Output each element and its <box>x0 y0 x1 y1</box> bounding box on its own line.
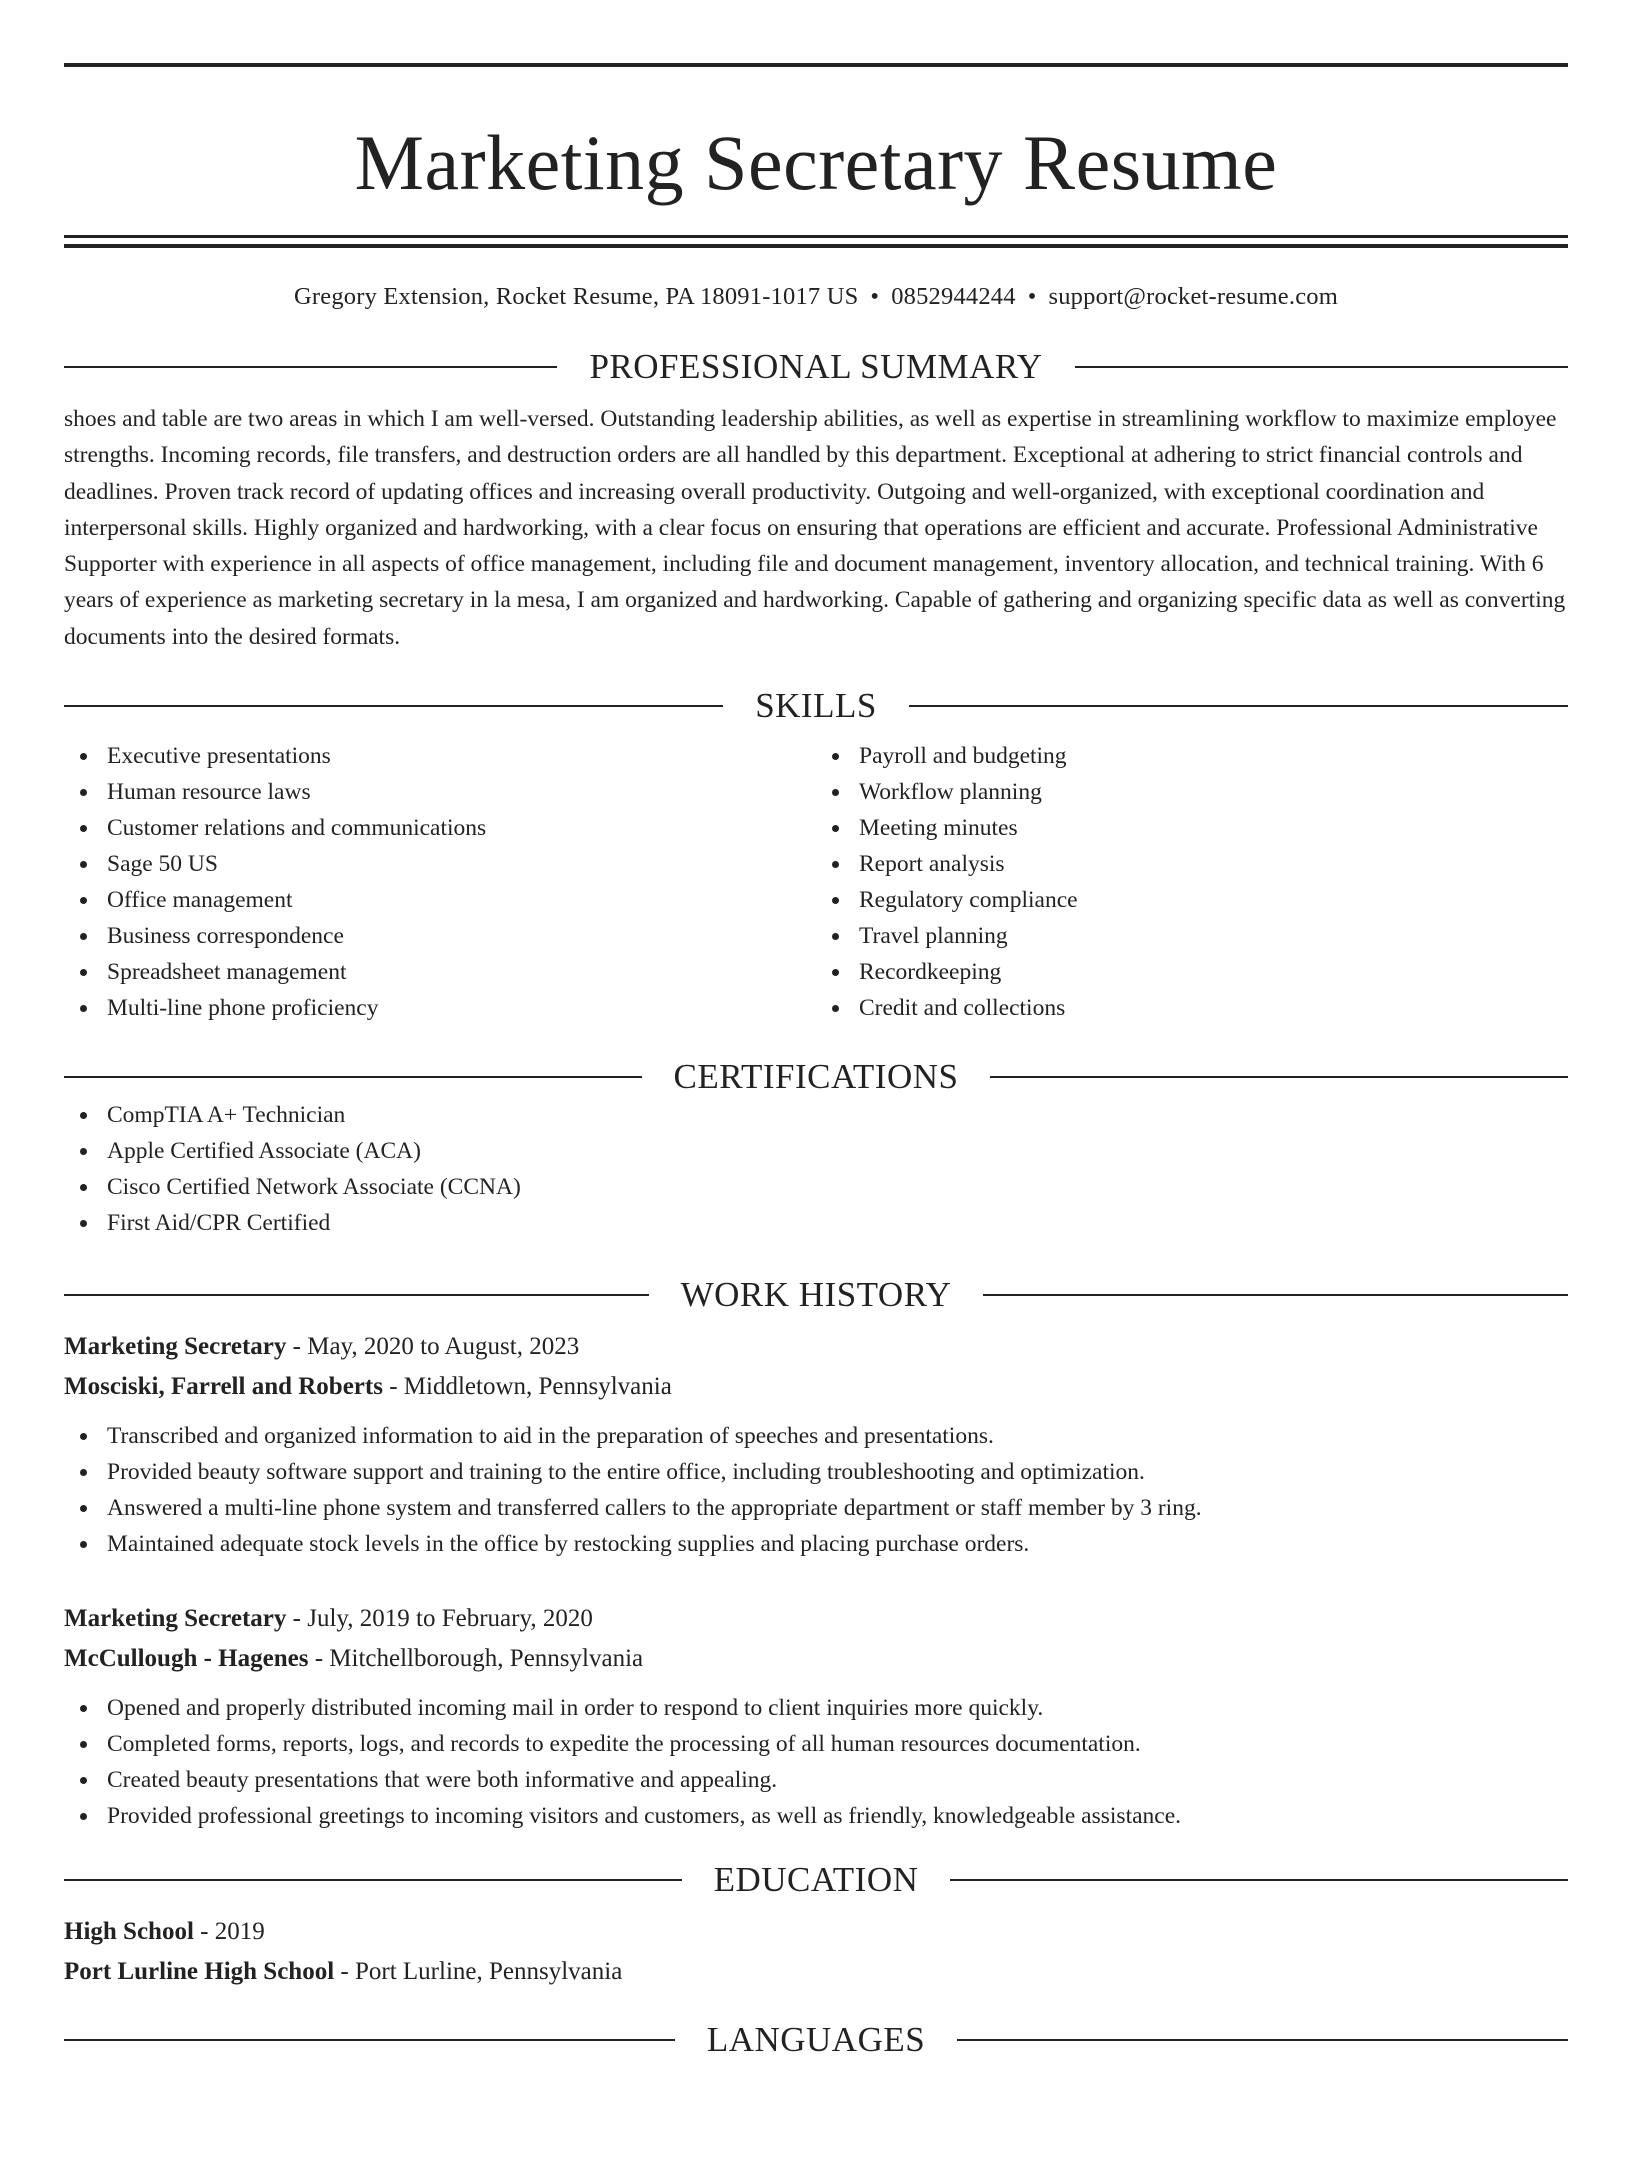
work-title: WORK HISTORY <box>680 1275 952 1315</box>
contact-separator: • <box>870 283 880 310</box>
job-company-line <box>64 1639 1568 1679</box>
certification-item: Apple Certified Associate (ACA) <box>107 1133 1568 1169</box>
skill-item: Office management <box>107 882 816 918</box>
job-duty: Provided beauty software support and training to the entire office, including troubleshooting and optimization. <box>107 1454 1568 1490</box>
contact-separator: • <box>1027 283 1037 310</box>
skills-heading <box>64 686 1568 726</box>
skill-item: Sage 50 US <box>107 846 816 882</box>
education-degree-line <box>64 1912 1568 1952</box>
languages-heading <box>64 2020 1568 2060</box>
skill-item: Human resource laws <box>107 774 816 810</box>
title-double-rule <box>64 235 1568 248</box>
skill-item: Workflow planning <box>859 774 1568 810</box>
skill-item: Regulatory compliance <box>859 882 1568 918</box>
certifications-list <box>64 1097 1568 1241</box>
contact-phone: 0852944244 <box>891 283 1016 310</box>
education-heading <box>64 1860 1568 1900</box>
skill-item: Travel planning <box>859 918 1568 954</box>
skills-list-right <box>816 738 1568 1026</box>
contact-email: support@rocket-resume.com <box>1048 283 1338 310</box>
skill-item: Executive presentations <box>107 738 816 774</box>
summary-title: PROFESSIONAL SUMMARY <box>589 347 1043 386</box>
contact-address: Gregory Extension, Rocket Resume, PA 18091-1017 US <box>294 283 859 310</box>
job-role: Marketing Secretary <box>64 1333 287 1361</box>
resume-page <box>64 63 1568 2060</box>
education-title: EDUCATION <box>713 1860 919 1900</box>
skills-grid <box>64 738 1568 1026</box>
education-year: - 2019 <box>193 1918 265 1946</box>
summary-heading <box>64 347 1568 387</box>
skill-item: Business correspondence <box>107 918 816 954</box>
skill-item: Multi-line phone proficiency <box>107 990 816 1026</box>
work-heading <box>64 1275 1568 1315</box>
job-role: Marketing Secretary <box>64 1605 287 1633</box>
job-duty: Opened and properly distributed incoming mail in order to respond to client inquiries more quickly. <box>107 1690 1568 1726</box>
resume-title: Marketing Secretary Resume <box>354 119 1278 206</box>
job-role-line <box>64 1327 1568 1367</box>
skill-item: Recordkeeping <box>859 954 1568 990</box>
job-location: - Middletown, Pennsylvania <box>382 1373 672 1401</box>
certification-item: Cisco Certified Network Associate (CCNA) <box>107 1169 1568 1205</box>
education-degree: High School <box>64 1918 194 1946</box>
job-location: - Mitchellborough, Pennsylvania <box>308 1645 644 1673</box>
education-school-line <box>64 1952 1568 1992</box>
job-duty: Transcribed and organized information to aid in the preparation of speeches and presentations. <box>107 1418 1568 1454</box>
job-duty: Provided professional greetings to incoming visitors and customers, as well as friendly, knowledgeable assistance. <box>107 1798 1568 1834</box>
certification-item: First Aid/CPR Certified <box>107 1205 1568 1241</box>
education-location: - Port Lurline, Pennsylvania <box>334 1958 623 1986</box>
job-duties <box>64 1690 1568 1834</box>
languages-title: LANGUAGES <box>706 2020 926 2060</box>
contact-line <box>64 282 1568 312</box>
skills-title: SKILLS <box>755 686 877 726</box>
education-school: Port Lurline High School <box>64 1958 335 1986</box>
job-company: Mosciski, Farrell and Roberts <box>64 1373 383 1401</box>
job-duty: Answered a multi-line phone system and transferred callers to the appropriate department or staff member by 3 ring. <box>107 1490 1568 1526</box>
skills-list-left <box>64 738 816 1026</box>
job-dates: - July, 2019 to February, 2020 <box>286 1605 593 1633</box>
job-duty: Created beauty presentations that were both informative and appealing. <box>107 1762 1568 1798</box>
certification-item: CompTIA A+ Technician <box>107 1097 1568 1133</box>
summary-text: shoes and table are two areas in which I am well-versed. Outstanding leadership abilities, as well as expertise in streamlining workflow to maximize employee strengths. Incoming records, file transfers, and destruction orders are all handled by this department. Exceptional at adhering to strict financial controls and deadlines. Proven track record of updating offices and increasing overall productivity. Outgoing and well-organized, with exceptional coordination and interpersonal skills. Highly organized and hardworking, with a clear focus on ensuring that operations are efficient and accurate. Professional Administrative Supporter with experience in all aspects of office management, including file and document management, inventory allocation, and technical training. With 6 years of experience as marketing secretary in la mesa, I am organized and hardworking. Capable of gathering and organizing specific data as well as converting documents into the desired formats. <box>64 406 1566 650</box>
education-entry <box>64 1912 1568 1992</box>
skill-item: Credit and collections <box>859 990 1568 1026</box>
job-entry <box>64 1599 1568 1834</box>
job-company-line <box>64 1367 1568 1407</box>
skill-item: Customer relations and communications <box>107 810 816 846</box>
skill-item: Spreadsheet management <box>107 954 816 990</box>
skill-item: Meeting minutes <box>859 810 1568 846</box>
job-duties <box>64 1418 1568 1562</box>
job-duty: Completed forms, reports, logs, and records to expedite the processing of all human resources documentation. <box>107 1726 1568 1762</box>
job-duty: Maintained adequate stock levels in the office by restocking supplies and placing purchase orders. <box>107 1526 1568 1562</box>
certifications-title: CERTIFICATIONS <box>673 1057 959 1097</box>
skill-item: Payroll and budgeting <box>859 738 1568 774</box>
job-dates: - May, 2020 to August, 2023 <box>286 1333 580 1361</box>
job-company: McCullough - Hagenes <box>64 1645 309 1673</box>
job-entry <box>64 1327 1568 1562</box>
certifications-heading <box>64 1057 1568 1097</box>
skill-item: Report analysis <box>859 846 1568 882</box>
job-role-line <box>64 1599 1568 1639</box>
